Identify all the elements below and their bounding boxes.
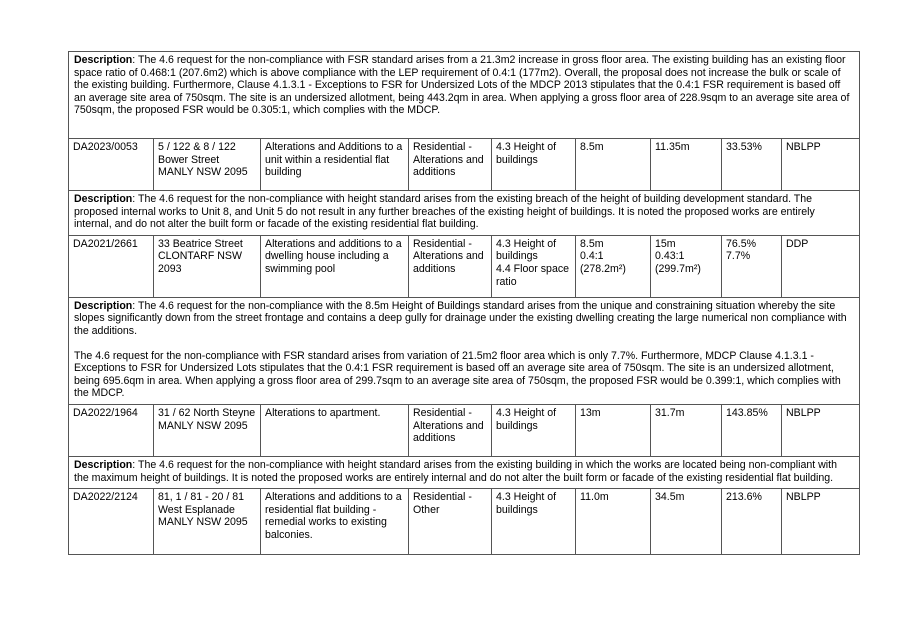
description-text: : The 4.6 request for the non-compliance with height standard arises from the existing building in which the works are located being non-compliant with the maximum height of buildings. It is noted the proposed works are entirely internal and do not alter the built form or facade of the existing residential flat building.: [74, 458, 837, 484]
proposed-cell: 31.7m: [651, 404, 722, 456]
standard-cell: 4.3 Height of buildings: [492, 139, 576, 191]
da-number-cell: DA2022/1964: [69, 404, 154, 456]
description-cell: [69, 191, 860, 236]
control-cell: 13m: [576, 404, 651, 456]
control-cell: [576, 235, 651, 297]
proposed-line: 0.43:1: [655, 250, 685, 263]
da-number-cell: DA2021/2661: [69, 235, 154, 297]
description-label: Description: [74, 54, 133, 66]
description-paragraph-2: The 4.6 request for the non-compliance with FSR standard arises from variation of 21.5m2 floor area which is only 7.7%. Furthermore, MDCP Clause 4.1.3.1 - Exceptions to FSR for Undersized Lots stipulates that the 0.4:1 FSR requirement is based off an average site area of 750sqm. The site is an undersized allotment, being 695.6qm in area. When applying a gross floor area of 299.7sqm to an average site area of 750sqm, the proposed FSR would be 0.399:1, which complies with the MDCP.: [74, 349, 841, 400]
description-text: : The 4.6 request for the non-compliance with the 8.5m Height of Buildings standard arises from the unique and constraining situation whereby the site slopes significantly down from the street frontage and contains a deep gully for drainage under the existing dwelling creating the large numerical non compliance with the additions.: [74, 299, 847, 337]
panel-cell: NBLPP: [782, 489, 860, 555]
description-cell: [69, 52, 860, 139]
description-cell: [69, 297, 860, 404]
address-cell: 31 / 62 North Steyne MANLY NSW 2095: [154, 404, 261, 456]
standard-line: 4.4 Floor space ratio: [496, 262, 570, 288]
variation-line: 7.7%: [726, 250, 751, 263]
address-cell: 81, 1 / 81 - 20 / 81 West Esplanade MANLY NSW 2095: [154, 489, 261, 555]
proposal-cell: Alterations and Additions to a unit within a residential flat building: [261, 139, 409, 191]
variation-cell: 143.85%: [722, 404, 782, 456]
control-line: 0.4:1: [580, 250, 604, 263]
variations-register-page: [68, 51, 859, 555]
proposal-cell: Alterations and additions to a residential flat building - remedial works to existing balconies.: [261, 489, 409, 555]
da-number-cell: DA2023/0053: [69, 139, 154, 191]
category-cell: Residential - Alterations and additions: [409, 404, 492, 456]
proposal-cell: Alterations and additions to a dwelling house including a swimming pool: [261, 235, 409, 297]
category-cell: Residential - Alterations and additions: [409, 139, 492, 191]
description-row: [69, 456, 860, 488]
description-row: [69, 297, 860, 404]
application-row: [69, 235, 860, 297]
standard-cell: 4.3 Height of buildings: [492, 404, 576, 456]
panel-cell: NBLPP: [782, 404, 860, 456]
description-text: : The 4.6 request for the non-compliance with FSR standard arises from a 21.3m2 increase in gross floor area. The existing building has an existing floor space ratio of 0.468:1 (207.6m2) which is above compliance with the LEP requirement of 0.4:1 (177m2). Overall, the proposal does not increase the bulk or scale of the existing building. Furthermore, Clause 4.1.3.1 - Exceptions to FSR for Undersized Lots of the MDCP 2013 stipulates that the 0.4:1 FSR requirement is based off an average site area of 750sqm. The site is an undersized allotment, being 443.2qm in area. When applying a gross floor area of 228.9sqm to an average site area of 750sqm, the proposed FSR would be 0.305:1, which complies with the MDCP.: [74, 54, 850, 117]
standard-line: 4.3 Height of buildings: [496, 237, 557, 263]
control-cell: 11.0m: [576, 489, 651, 555]
description-paragraph: [74, 300, 854, 338]
clause-4-6-variations-table: [68, 51, 860, 555]
application-row: [69, 404, 860, 456]
proposed-line: (299.7m²): [655, 262, 701, 275]
description-label: Description: [74, 299, 133, 312]
panel-cell: NBLPP: [782, 139, 860, 191]
proposed-cell: 34.5m: [651, 489, 722, 555]
description-row: [69, 191, 860, 236]
proposed-line: 15m: [655, 237, 676, 250]
variation-cell: 33.53%: [722, 139, 782, 191]
proposal-cell: Alterations to apartment.: [261, 404, 409, 456]
description-text: : The 4.6 request for the non-compliance with height standard arises from the existing breach of the height of building development standard. The proposed internal works to Unit 8, and Unit 5 do not result in any further breaches of the existing height of buildings. It is noted the proposed works are entirely internal, and do not alter the built form or facade of the existing residential flat building.: [74, 193, 815, 231]
address-cell: 5 / 122 & 8 / 122 Bower Street MANLY NSW 2095: [154, 139, 261, 191]
standard-cell: [492, 235, 576, 297]
da-number-cell: DA2022/2124: [69, 489, 154, 555]
category-cell: Residential - Alterations and additions: [409, 235, 492, 297]
application-row: [69, 139, 860, 191]
variation-cell: [722, 235, 782, 297]
standard-cell: 4.3 Height of buildings: [492, 489, 576, 555]
description-label: Description: [74, 458, 133, 471]
control-line: (278.2m²): [580, 262, 626, 275]
proposed-cell: [651, 235, 722, 297]
description-label: Description: [74, 193, 133, 205]
panel-cell: DDP: [782, 235, 860, 297]
application-row: [69, 489, 860, 555]
variation-line: 76.5%: [726, 237, 757, 250]
control-line: 8.5m: [580, 237, 604, 250]
description-row: [69, 52, 860, 139]
address-cell: 33 Beatrice Street CLONTARF NSW 2093: [154, 235, 261, 297]
category-cell: Residential - Other: [409, 489, 492, 555]
description-cell: [69, 456, 860, 488]
proposed-cell: 11.35m: [651, 139, 722, 191]
variation-cell: 213.6%: [722, 489, 782, 555]
control-cell: 8.5m: [576, 139, 651, 191]
